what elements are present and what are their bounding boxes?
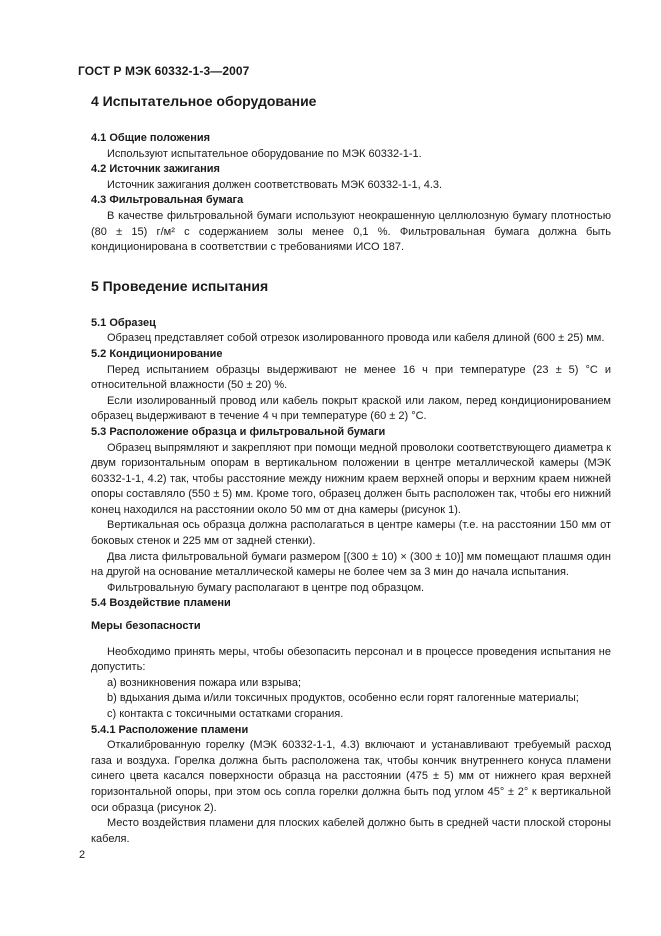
list-item: а) возникновения пожара или взрыва; xyxy=(107,676,302,689)
page-number: 2 xyxy=(79,849,86,861)
paragraph: Место воздействия пламени для плоских кабелей должно быть в средней части плоской стороны кабеля. xyxy=(91,817,611,845)
paragraph: Образец представляет собой отрезок изолированного провода или кабеля длиной (600 ± 25) мм. xyxy=(107,332,605,345)
paragraph: Используют испытательное оборудование по МЭК 60332-1-1. xyxy=(107,147,422,160)
paragraph: Перед испытанием образцы выдерживают не менее 16 ч при температуре (23 ± 5) °С и относительной влажности (50 ± 20) %. xyxy=(91,363,611,392)
paragraph: Фильтровальную бумагу располагают в центре под образцом. xyxy=(107,581,425,594)
section-4-heading: 4 Испытательное оборудование xyxy=(91,93,317,109)
subsection-5-3-heading: 5.3 Расположение образца и фильтровальной бумаги xyxy=(91,425,386,438)
paragraph: Если изолированный провод или кабель покрыт краской или лаком, перед кондиционированием образец выдерживают в течение 4 ч при температуре (60 ± 2) °С. xyxy=(91,394,611,423)
list-item: b) вдыхания дыма и/или токсичных продуктов, особенно если горят галогенные материалы; xyxy=(107,692,579,705)
subsection-4-2-heading: 4.2 Источник зажигания xyxy=(91,163,220,176)
paragraph: В качестве фильтровальной бумаги используют неокрашенную целлюлозную бумагу плотностью (80 ± 15) г/м² с содержанием золы менее 0,1 %. Фильтровальная бумага должна быть кондиционирована в соответствии с требованиями ИСО 187. xyxy=(91,209,611,254)
subsection-5-1-heading: 5.1 Образец xyxy=(91,316,156,329)
paragraph: Откалиброванную горелку (МЭК 60332-1-1, 4.3) включают и устанавливают требуемый расход газа и воздуха. Горелка должна быть расположена так, чтобы кончик внутреннего конуса пламени синего цвета касался поверхности образца на расстоянии (475 ± 5) мм от нижнего края верхней горизонтальной опоры, при этом ось сопла горелки должна быть под углом 45° ± 2° к вертикальной оси образца (рисунок 2). xyxy=(91,739,611,814)
safety-heading: Меры безопасности xyxy=(91,620,201,633)
subsection-5-4-heading: 5.4 Воздействие пламени xyxy=(91,597,231,610)
section-5-heading: 5 Проведение испытания xyxy=(91,277,269,294)
running-header: ГОСТ Р МЭК 60332-1-3—2007 xyxy=(78,64,250,78)
paragraph: Источник зажигания должен соответствовать МЭК 60332-1-1, 4.3. xyxy=(107,178,443,191)
list-item: с) контакта с токсичными остатками сгорания. xyxy=(107,708,344,720)
subsection-4-3-heading: 4.3 Фильтровальная бумага xyxy=(91,194,244,207)
paragraph: Необходимо принять меры, чтобы обезопасить персонал и в процессе проведения испытания не допустить: xyxy=(91,645,611,674)
paragraph: Вертикальная ось образца должна располагаться в центре камеры (т.е. на расстоянии 150 мм от боковых стенок и 225 мм от задней стенки). xyxy=(91,519,611,548)
subsection-4-1-heading: 4.1 Общие положения xyxy=(91,132,211,144)
paragraph: Образец выпрямляют и закрепляют при помощи медной проволоки соответствующего диаметра к двум горизонтальным опорам в вертикальном положении в центре металлической камеры (МЭК 60332-1-1, 4.2) так, чтобы расстояние между нижним краем верхней опоры и верхним краем нижней опоры составляло (550 ± 5) мм. Кроме того, образец должен быть расположен так, чтобы его нижний конец находился на расстоянии около 50 мм от дна камеры (рисунок 1). xyxy=(91,441,611,516)
subsection-5-4-1-heading: 5.4.1 Расположение пламени xyxy=(91,723,249,736)
subsection-5-2-heading: 5.2 Кондиционирование xyxy=(91,347,223,360)
paragraph: Два листа фильтровальной бумаги размером [(300 ± 10) × (300 ± 10)] мм помещают плашмя один на другой на основание металлической камеры не более чем за 3 мин до начала испытания. xyxy=(91,550,611,579)
page-body xyxy=(91,92,611,847)
